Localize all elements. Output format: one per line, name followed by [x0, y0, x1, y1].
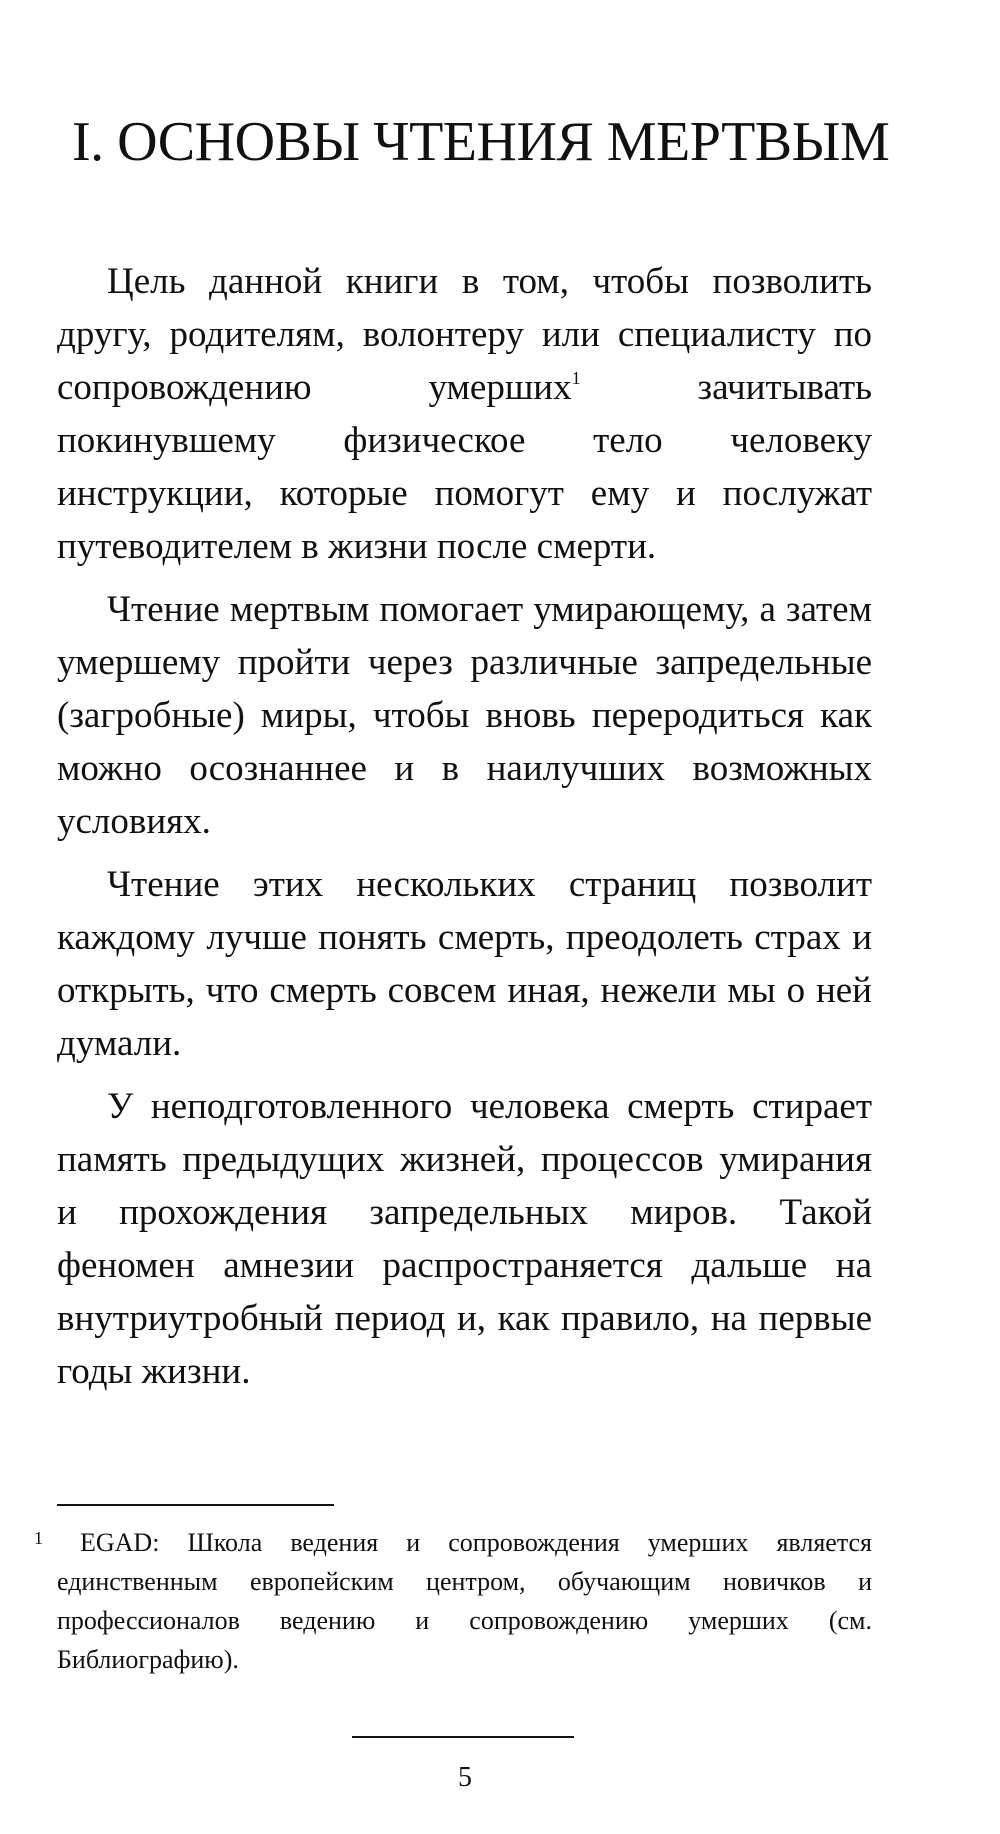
paragraph-1	[57, 255, 872, 573]
footnote	[34, 1523, 872, 1679]
page-number: 5	[458, 1762, 472, 1793]
paragraph-1-text-continued: зачитывать покинувшему физическое тело человеку инструкции, которые помогут ему и послужат путеводителем в жизни после смерти.	[57, 367, 872, 567]
paragraph-3	[57, 858, 872, 1070]
footnote-body	[34, 1523, 872, 1679]
footnote-reference: 1	[571, 367, 581, 388]
paragraph-4	[57, 1080, 872, 1398]
paragraph-4-text: У неподготовленного человека смерть стирает память предыдущих жизней, процессов умирания и прохождения запредельных миров. Такой феномен амнезии распространяется дальше на внутриутробный период и, как правило, на первые годы жизни.	[57, 1086, 872, 1392]
paragraph-2-text: Чтение мертвым помогает умирающему, а затем умершему пройти через различные запредельные (загробные) миры, чтобы вновь переродиться как можно осознаннее и в наилучших возможных условиях.	[57, 589, 872, 842]
footnote-text: EGAD: Школа ведения и сопровождения умерших является единственным европейским центром, обучающим новичков и профессионалов ведению и сопровождению умерших (см. Библиографию).	[57, 1528, 872, 1674]
footnote-number: 1	[34, 1528, 43, 1548]
paragraph-2	[57, 583, 872, 848]
footnote-divider	[57, 1504, 334, 1506]
main-text	[57, 255, 872, 1408]
page-number-divider	[352, 1736, 574, 1738]
paragraph-3-text: Чтение этих нескольких страниц позволит каждому лучше понять смерть, преодолеть страх и открыть, что смерть совсем иная, нежели мы о ней думали.	[57, 864, 872, 1064]
chapter-title: I. ОСНОВЫ ЧТЕНИЯ МЕРТВЫМ	[72, 111, 890, 173]
paragraph-1-text: Цель данной книги в том, чтобы позволить другу, родителям, волонтеру или специалисту по сопровождению умерших	[57, 261, 872, 408]
